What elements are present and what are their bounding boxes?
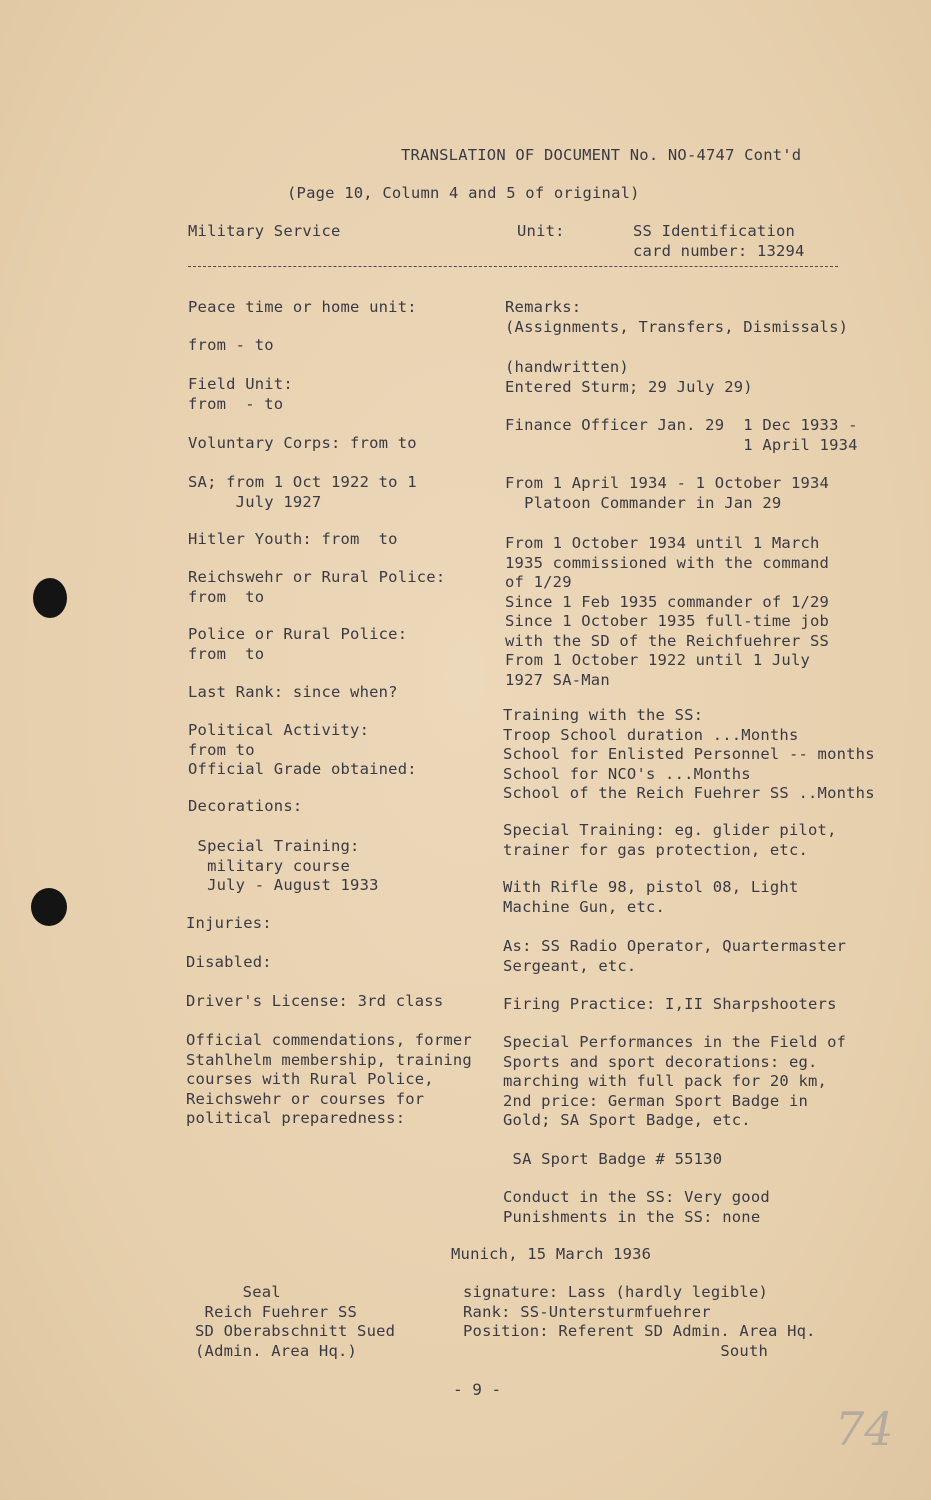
right-field-ss-training: Training with the SS: Troop School duration ...Months School for Enlisted Personnel -- months School for NCO's ...Months School of the Reich Fuehrer SS ..Months	[503, 706, 875, 802]
left-field-field-unit: Field Unit: from - to	[188, 375, 293, 413]
left-field-special-training: Special Training: military course July - August 1933	[197, 837, 379, 894]
signature-block: signature: Lass (hardly legible) Rank: SS-Untersturmfuehrer Position: Referent SD Admin. Area Hq. South	[463, 1283, 816, 1360]
left-field-voluntary-corps: Voluntary Corps: from to	[188, 434, 417, 452]
ss-card-number: SS Identification card number: 13294	[633, 222, 805, 260]
right-field-firing-practice: Firing Practice: I,II Sharpshooters	[503, 995, 837, 1013]
left-field-peace-unit: Peace time or home unit:	[188, 298, 417, 316]
document-subtitle: (Page 10, Column 4 and 5 of original)	[287, 184, 640, 202]
left-field-commendations: Official commendations, former Stahlhelm membership, training courses with Rural Police, Reichswehr or courses for political preparedness:	[186, 1031, 472, 1127]
left-field-last-rank: Last Rank: since when?	[188, 683, 398, 701]
unit-heading: Unit:	[517, 222, 565, 240]
right-field-finance-officer: Finance Officer Jan. 29 1 Dec 1933 - 1 April 1934	[505, 416, 858, 454]
right-field-conduct: Conduct in the SS: Very good Punishments in the SS: none	[503, 1188, 770, 1226]
right-field-special-training: Special Training: eg. glider pilot, trainer for gas protection, etc.	[503, 821, 837, 859]
punch-hole-upper	[33, 578, 67, 618]
seal-block: Seal Reich Fuehrer SS SD Oberabschnitt Sued (Admin. Area Hq.)	[195, 1283, 396, 1360]
left-field-drivers-license: Driver's License: 3rd class	[186, 992, 444, 1010]
punch-hole-lower	[31, 888, 67, 926]
left-field-sa: SA; from 1 Oct 1922 to 1 July 1927	[188, 473, 417, 511]
left-field-disabled: Disabled:	[186, 953, 272, 971]
left-field-reichswehr: Reichswehr or Rural Police: from to	[188, 568, 446, 606]
right-field-entered-sturm: (handwritten) Entered Sturm; 29 July 29)	[505, 358, 753, 396]
dashed-separator	[188, 266, 838, 267]
left-field-police: Police or Rural Police: from to	[188, 625, 408, 663]
right-field-platoon-commander: From 1 April 1934 - 1 October 1934 Platoon Commander in Jan 29	[505, 474, 830, 512]
place-date: Munich, 15 March 1936	[451, 1245, 652, 1263]
right-field-service-history: From 1 October 1934 until 1 March 1935 commissioned with the command of 1/29 Since 1 Feb 1935 commander of 1/29 Since 1 October 1935 full-time job with the SD of the Reichfuehrer SS From 1 October 1922 until 1 July 1927 SA-Man	[505, 534, 830, 689]
document-title: TRANSLATION OF DOCUMENT No. NO-4747 Cont'd	[401, 146, 802, 164]
page-number: - 9 -	[453, 1380, 502, 1399]
left-field-political-activity: Political Activity: from to Official Grade obtained:	[188, 721, 417, 778]
left-field-decorations: Decorations:	[188, 797, 303, 815]
right-field-remarks: Remarks: (Assignments, Transfers, Dismissals)	[505, 298, 849, 336]
handwritten-page-number: 74	[835, 1402, 894, 1456]
right-field-sports: Special Performances in the Field of Sports and sport decorations: eg. marching with full pack for 20 km, 2nd price: German Sport Badge in Gold; SA Sport Badge, etc.	[503, 1033, 847, 1129]
left-field-from-to: from - to	[188, 336, 274, 354]
left-field-injuries: Injuries:	[186, 914, 272, 932]
military-service-heading: Military Service	[188, 222, 341, 240]
left-field-hitler-youth: Hitler Youth: from to	[188, 530, 398, 548]
right-field-sport-badge: SA Sport Badge # 55130	[503, 1150, 723, 1168]
right-field-weapons: With Rifle 98, pistol 08, Light Machine Gun, etc.	[503, 878, 799, 916]
right-field-roles: As: SS Radio Operator, Quartermaster Sergeant, etc.	[503, 937, 847, 975]
